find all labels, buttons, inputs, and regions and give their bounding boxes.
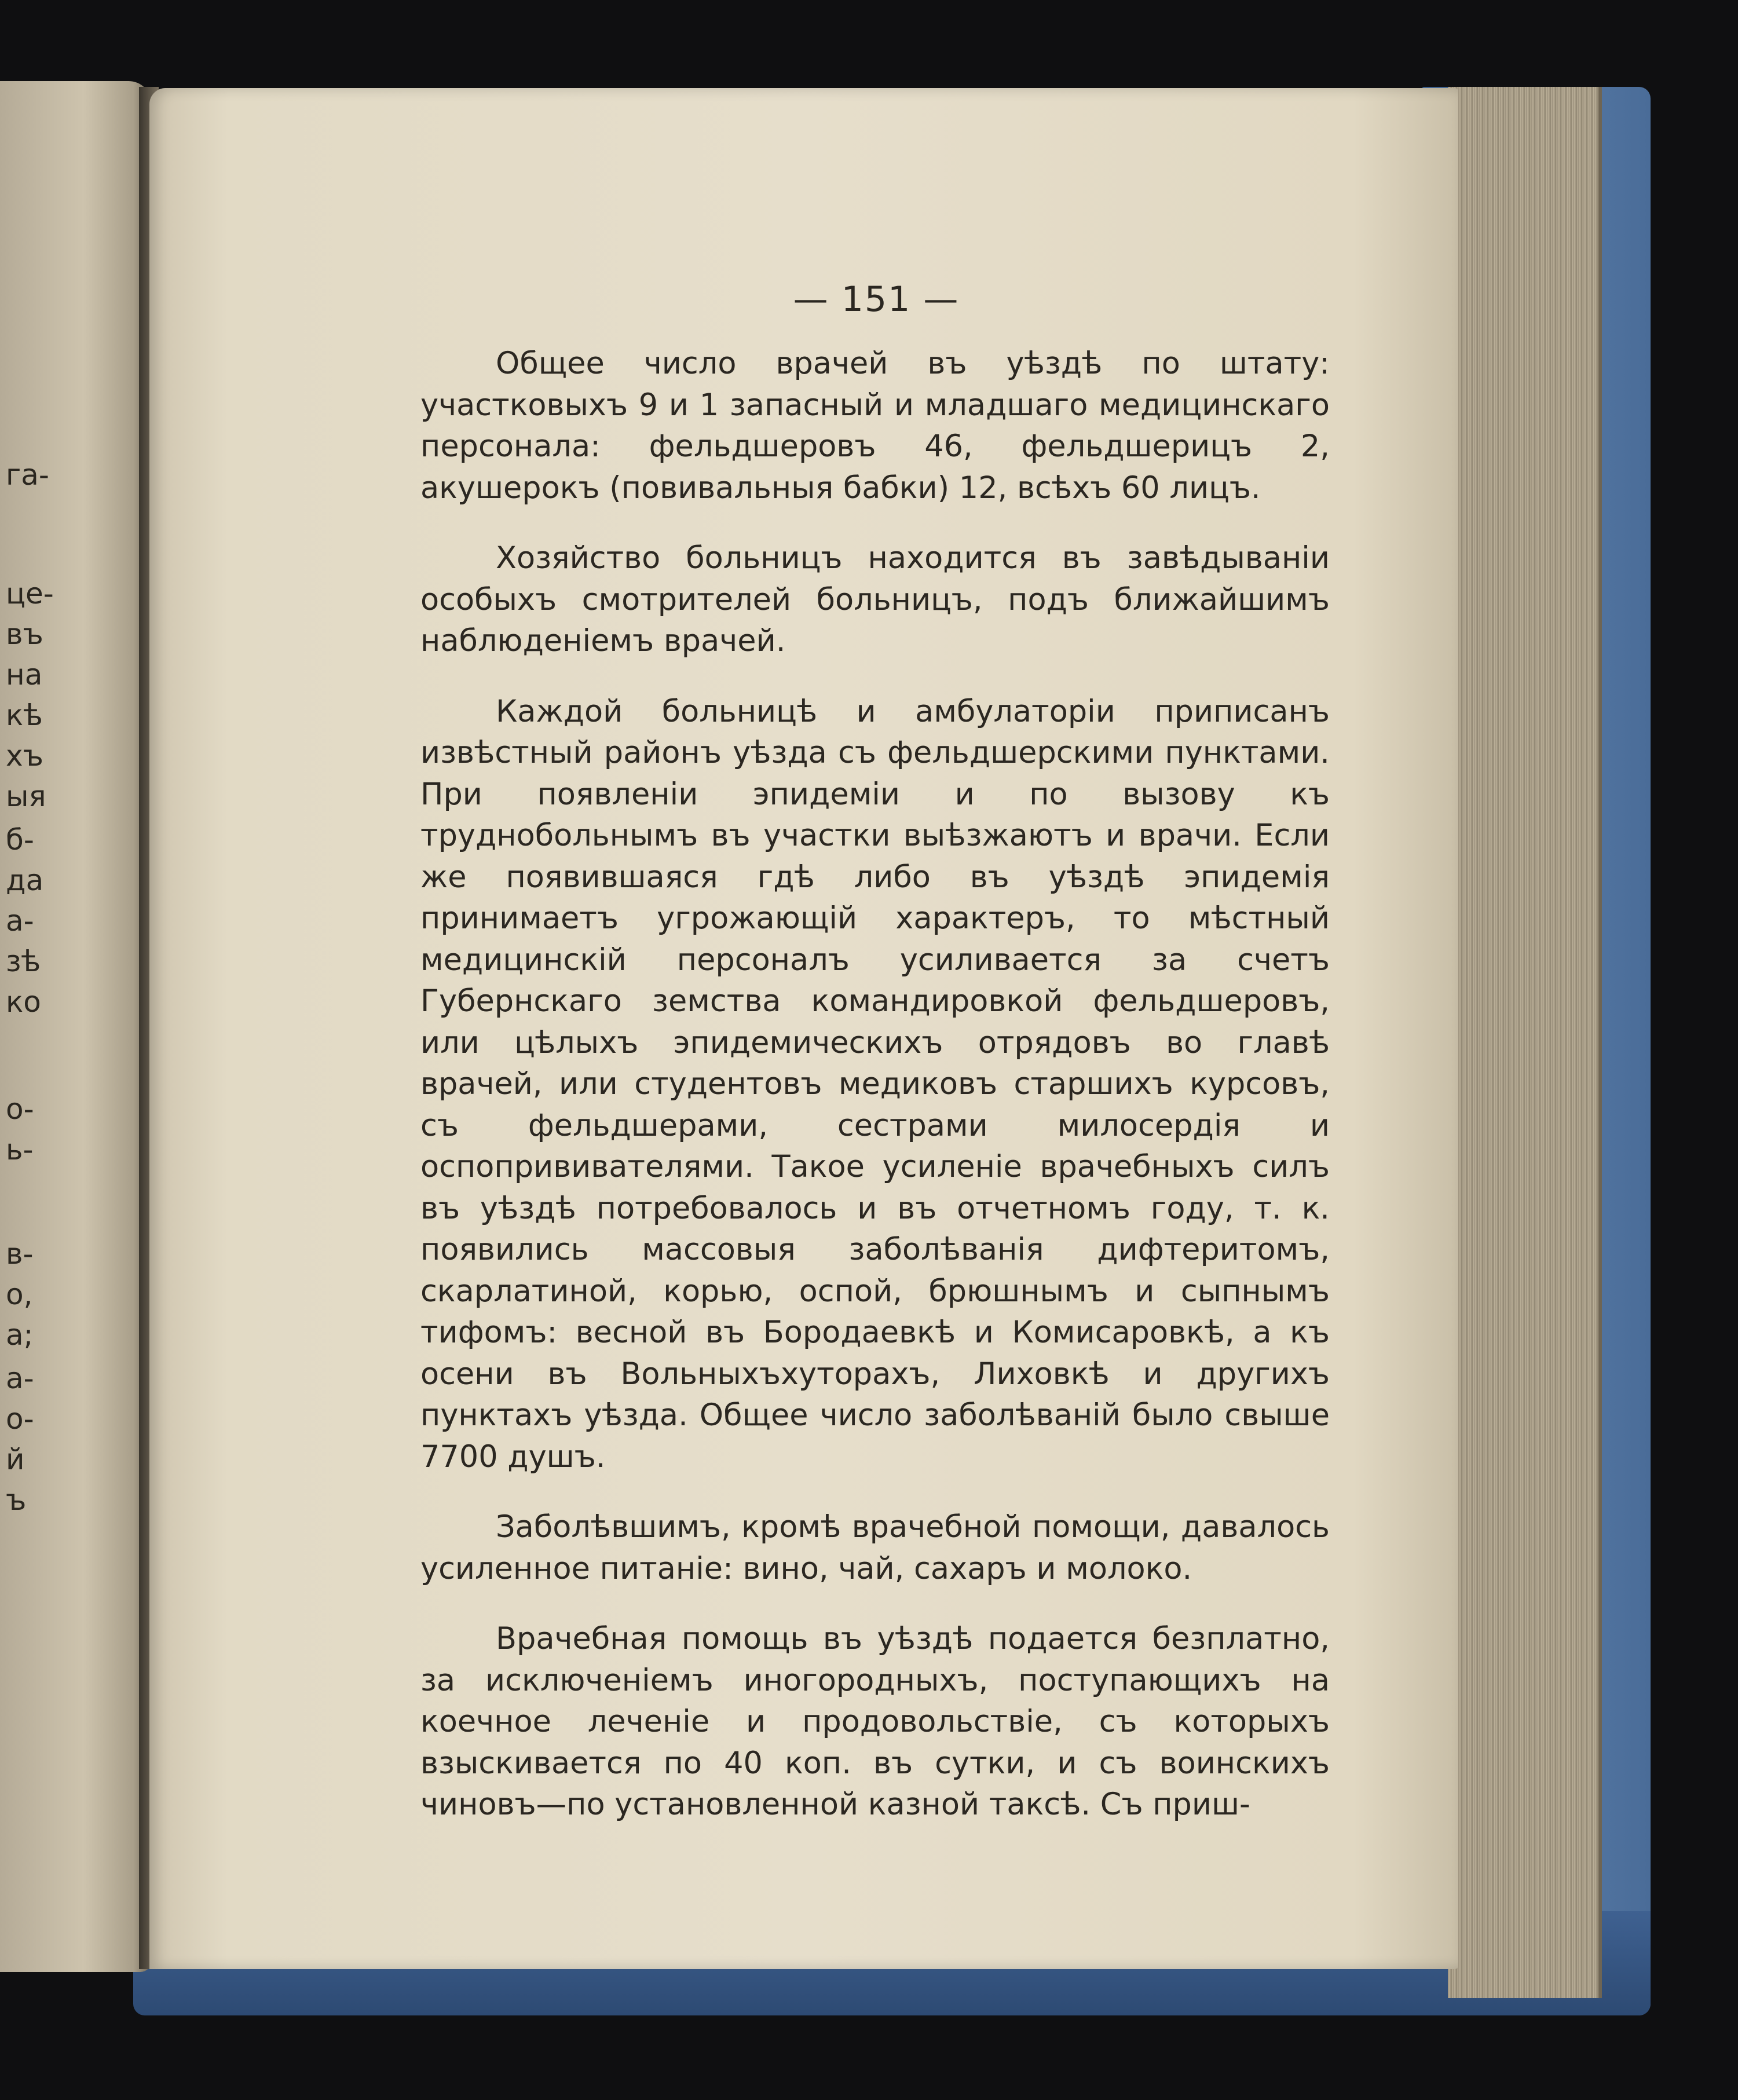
previous-page-text-fragment: а- [6,1362,34,1395]
previous-page-text-fragment: га- [6,458,49,492]
previous-page-text-fragment: ыя [6,780,46,813]
previous-page-text-fragment: да [6,864,44,897]
previous-page-text-fragment: й [6,1443,25,1476]
previous-page-text-fragment: ко [6,985,41,1019]
previous-page-text-fragment: в- [6,1237,34,1271]
previous-page-text-fragment: а; [6,1318,34,1352]
previous-page [0,81,152,1972]
previous-page-text-fragment: о- [6,1402,34,1436]
previous-page-text-fragment: це- [6,577,54,610]
previous-page-text-fragment: кѣ [6,698,43,732]
page-edges [1448,87,1602,1998]
previous-page-text-fragment: хъ [6,739,43,773]
previous-page-text-fragment: въ [6,617,43,651]
previous-page-text-fragment: на [6,658,43,692]
paragraph: Каждой больницѣ и амбулаторіи приписанъ извѣстный районъ уѣзда съ фельдшерскими пунктами. При появленіи эпидеміи и по вызову къ труднобольнымъ въ участки выѣзжаютъ и врачи. Если же появившаяся гдѣ либо въ уѣздѣ эпидемія принимаетъ угрожающій характеръ, то мѣстный медицинскій персоналъ усиливается за счетъ Губернскаго земства командировкой фельдшеровъ, или цѣлыхъ эпидемическихъ отрядовъ во главѣ врачей, или студентовъ медиковъ старшихъ курсовъ, съ фельдшерами, сестрами милосердія и оспопрививателями. Такое усиленіе врачебныхъ силъ въ уѣздѣ потребовалось и въ отчетномъ году, т. к. появились массовыя заболѣванія дифтеритомъ, скарлатиной, корью, оспой, брюшнымъ и сыпнымъ тифомъ: весной въ Бородаевкѣ и Комисаровкѣ, а къ осени въ Вольныхъхуторахъ, Лиховкѣ и другихъ пунктахъ уѣзда. Общее число заболѣваній было свыше 7700 душъ. [420,693,1330,1475]
paragraph: Врачебная помощь въ уѣздѣ подается безплатно, за исключеніемъ иногородныхъ, поступающихъ на коечное леченіе и продовольствіе, съ которыхъ взыскивается по 40 коп. въ сутки, и съ воинскихъ чиновъ—по установленной казной таксѣ. Съ приш- [420,1621,1330,1822]
previous-page-text-fragment: зѣ [6,945,41,978]
previous-page-text-fragment: ь- [6,1133,34,1166]
previous-page-text-fragment: а- [6,904,34,938]
page-body [420,343,1330,1854]
paragraph: Общее число врачей въ уѣздѣ по штату: участковыхъ 9 и 1 запасный и младшаго медицинскаго персонала: фельдшеровъ 46, фельдшерицъ 2, акушерокъ (повивальныя бабки) 12, всѣхъ 60 лицъ. [420,346,1330,506]
paragraph: Заболѣвшимъ, кромѣ врачебной помощи, давалось усиленное питаніе: вино, чай, сахаръ и молоко. [420,1509,1330,1586]
paragraph: Хозяйство больницъ находится въ завѣдываніи особыхъ смотрителей больницъ, подъ ближайшимъ наблюденіемъ врачей. [420,540,1330,658]
previous-page-text-fragment: о- [6,1092,34,1126]
previous-page-text-fragment: о, [6,1278,33,1311]
current-page [149,88,1458,1969]
previous-page-text-fragment: ъ [6,1483,27,1517]
previous-page-text-fragment: б- [6,823,34,857]
page-number: — 151 — [793,279,960,320]
